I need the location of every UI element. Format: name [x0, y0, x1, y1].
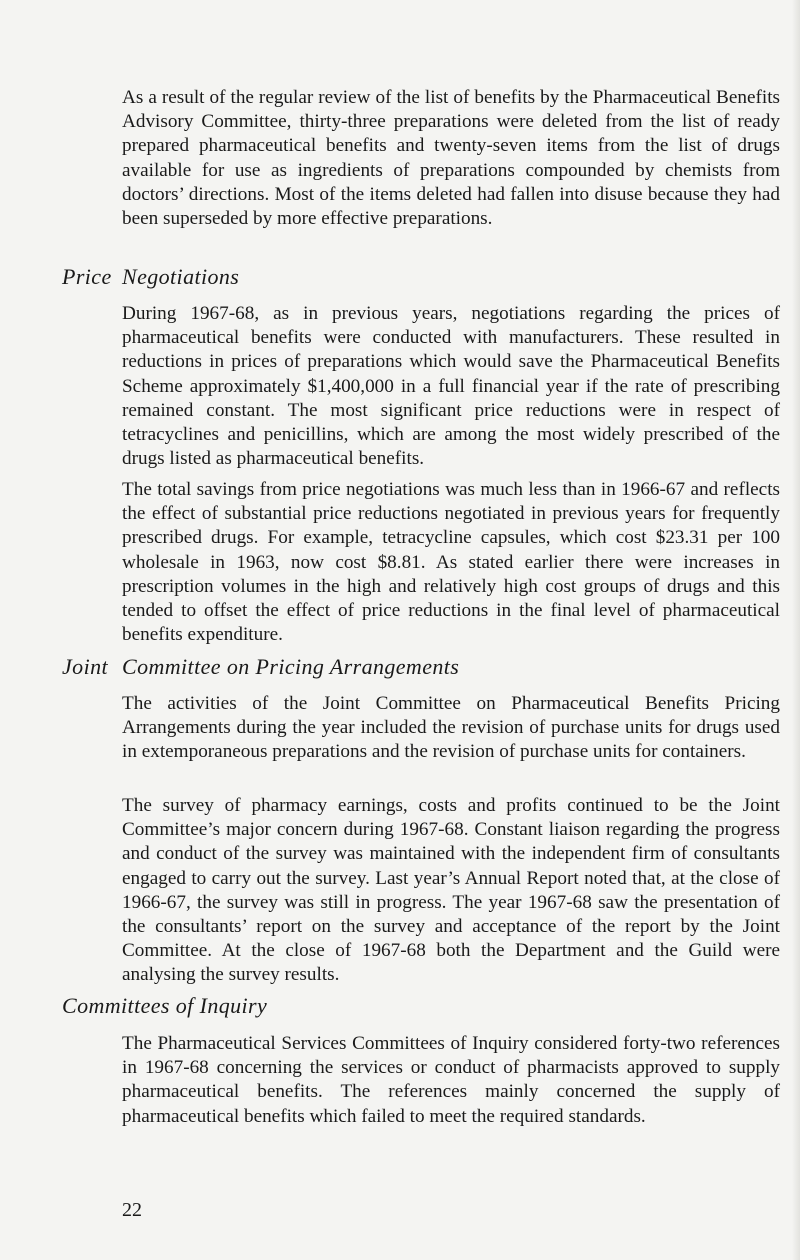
heading-committees-of-inquiry [62, 993, 267, 1019]
heading-lead: Joint [62, 654, 108, 679]
heading-rest: Committee on Pricing Arrangements [122, 654, 460, 679]
price-paragraph-2: The total savings from price negotiations was much less than in 1966-67 and reflects the effect of substantial price reductions negotiated in previous years for frequently prescribed drugs. For example, tetracycline capsules, which cost $23.31 per 100 wholesale in 1963, now cost $8.81. As stated earlier there were increases in prescription volumes in the high and relatively high cost groups of drugs and this tended to offset the effect of price reductions in the final level of pharmaceutical benefits expenditure. [122, 479, 780, 646]
page-edge [792, 0, 800, 1260]
heading-rest: Negotiations [122, 264, 240, 289]
intro-paragraph: As a result of the regular review of the list of benefits by the Pharmaceutical Benefits Advisory Committee, thirty-three preparations were deleted from the list of ready prepared pharmaceutical benefits and twenty-seven items from the list of drugs available for use as ingredients of preparations compounded by chemists from doctors’ directions. Most of the items deleted had fallen into disuse because they had been superseded by more effective preparations. [122, 87, 780, 230]
heading-lead: Price [62, 264, 112, 289]
heading-price-negotiations [62, 264, 239, 290]
joint-paragraph-2: The survey of pharmacy earnings, costs and profits continued to be the Joint Committee’s major concern during 1967-68. Constant liaison regarding the progress and conduct of the survey was maintained with the independent firm of consultants engaged to carry out the survey. Last year’s Annual Report noted that, at the close of 1966-67, the survey was still in progress. The year 1967-68 saw the presentation of the consultants’ report on the survey and acceptance of the report by the Joint Committee. At the close of 1967-68 both the Department and the Guild were analysing the survey results. [122, 795, 780, 986]
heading-rest: Committees of Inquiry [62, 993, 268, 1018]
inquiry-paragraph-1: The Pharmaceutical Services Committees of Inquiry considered forty-two references in 1967-68 concerning the services or conduct of pharmacists approved to supply pharmaceutical benefits. The references mainly concerned the supply of pharmaceutical benefits which failed to meet the required standards. [122, 1033, 780, 1127]
price-paragraph-1: During 1967-68, as in previous years, negotiations regarding the prices of pharmaceutical benefits were conducted with manufacturers. These resulted in reductions in prices of preparations which would save the Pharmaceutical Benefits Scheme approximately $1,400,000 in a full financial year if the rate of prescribing remained constant. The most significant price reductions were in respect of tetracyclines and penicillins, which are among the most widely prescribed of the drugs listed as pharmaceutical benefits. [122, 303, 780, 470]
page-number: 22 [122, 1199, 142, 1221]
joint-paragraph-1: The activities of the Joint Committee on Pharmaceutical Benefits Pricing Arrangements during the year included the revision of purchase units for drugs used in extemporaneous preparations and the revision of purchase units for containers. [122, 693, 780, 763]
heading-joint-committee [62, 654, 459, 680]
